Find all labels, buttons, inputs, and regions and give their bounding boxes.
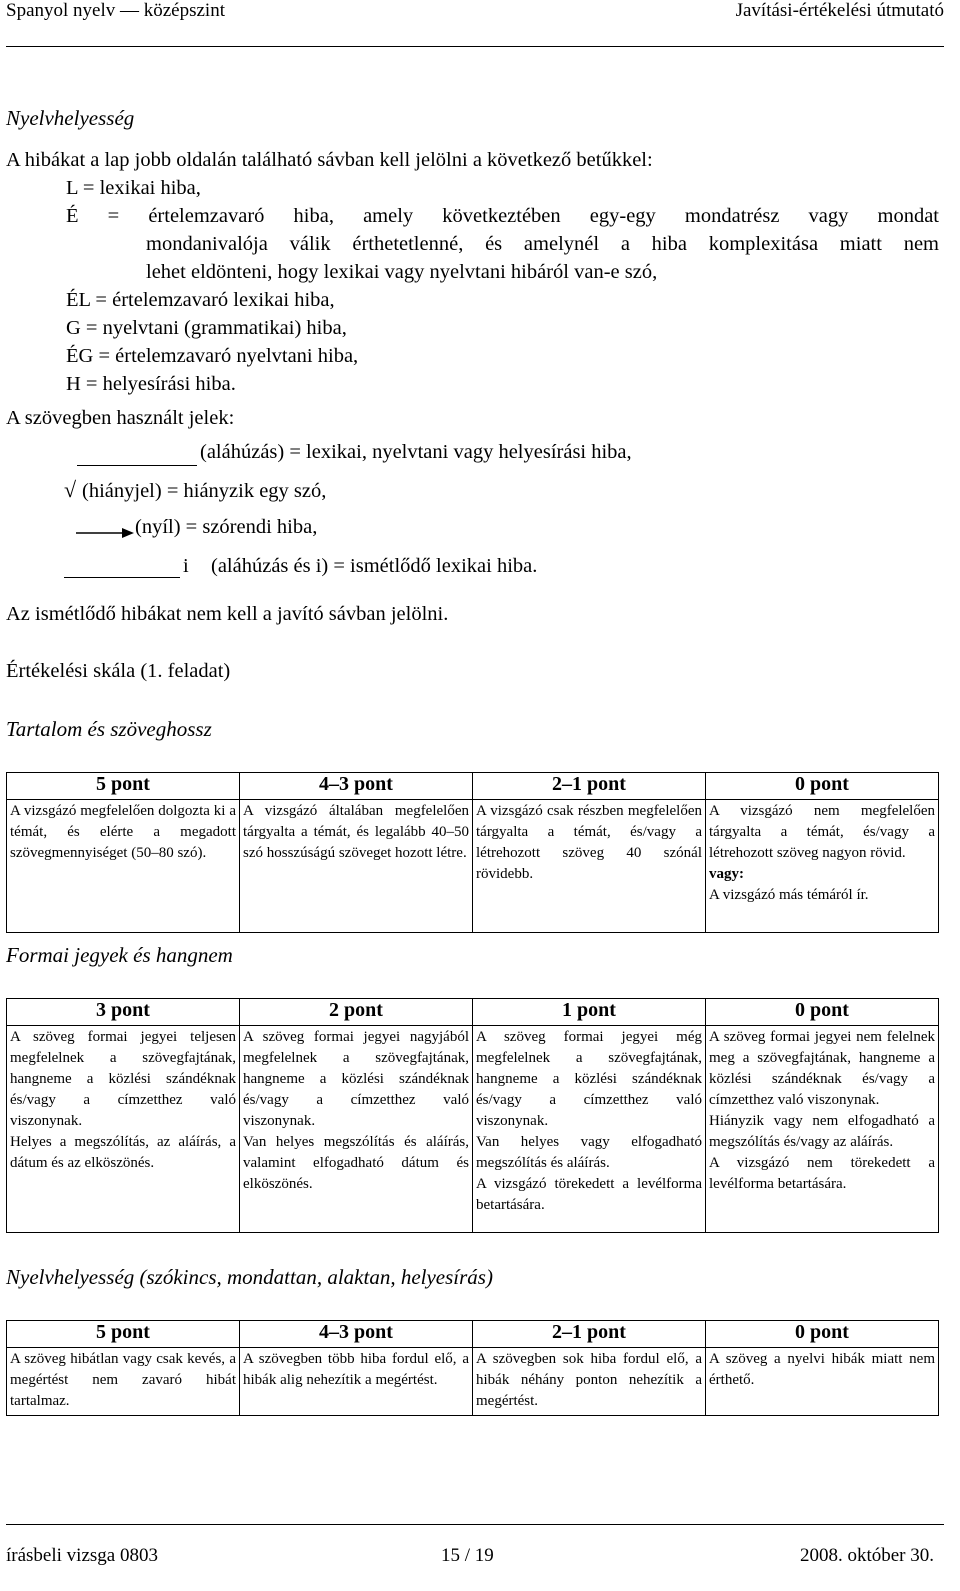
cell-text: A vizsgázó törekedett a levélforma betartására.: [476, 1176, 702, 1213]
sign-underline-desc: (aláhúzás) = lexikai, nyelvtani vagy helyesírási hiba,: [200, 441, 632, 463]
table-cell: [706, 800, 939, 933]
sign-repeat-desc: (aláhúzás és i) = ismétlődő lexikai hiba.: [211, 555, 538, 577]
table-row: [7, 800, 939, 933]
cell-text-extra: A vizsgázó más témáról ír.: [709, 887, 869, 903]
form-table: [6, 998, 939, 1233]
cell-text: A szöveg formai jegyei nagyjából megfelelnek a szövegfajtának, hangneme a közlési szándéknak és/vagy a címzetthez való viszonynak.: [243, 1029, 469, 1129]
table-cell: [240, 800, 473, 933]
code-el: ÉL = értelemzavaró lexikai hiba,: [66, 289, 335, 311]
table-cell: [473, 1348, 706, 1416]
table-cell: [706, 1026, 939, 1233]
code-h: H = helyesírási hiba.: [66, 373, 236, 395]
column-header: 0 pont: [706, 999, 939, 1026]
column-header: 2 pont: [240, 999, 473, 1026]
sign-arrow-desc: (nyíl) = szórendi hiba,: [135, 516, 318, 538]
repeat-letter: i: [183, 555, 189, 577]
section-heading-content: Tartalom és szöveghossz: [6, 717, 212, 741]
header-rule: [6, 46, 944, 47]
code-e-line3: lehet eldönteni, hogy lexikai vagy nyelvtani hibáról van-e szó,: [146, 261, 658, 283]
code-e-line2: mondanivalója válik érthetetlenné, és amelynél a hiba komplexitása miatt nem: [146, 233, 939, 255]
header-left: Spanyol nyelv — középszint: [6, 0, 225, 21]
signs-intro: A szövegben használt jelek:: [6, 407, 235, 429]
code-l: L = lexikai hiba,: [66, 177, 201, 199]
cell-text: A vizsgázó nem megfelelően tárgyalta a témát, és/vagy a létrehozott szöveg nagyon rövid.: [709, 803, 935, 861]
footer-rule: [6, 1524, 944, 1525]
header-right: Javítási-értékelési útmutató: [735, 0, 944, 21]
cell-text: A szöveg formai jegyei teljesen megfelelnek a szövegfajtának, hangneme a közlési szándéknak és/vagy a címzetthez való viszonynak.: [10, 1029, 236, 1129]
or-label: vagy:: [709, 866, 744, 882]
table-row: [7, 1348, 939, 1416]
check-mark-icon: √: [64, 477, 77, 502]
code-eg: ÉG = értelemzavaró nyelvtani hiba,: [66, 345, 359, 367]
scale-title: Értékelési skála (1. feladat): [6, 660, 231, 682]
cell-text: A vizsgázó csak részben megfelelően tárgyalta a témát, és/vagy a létrehozott szöveg 40 szónál rövidebb.: [476, 803, 702, 882]
cell-text: Van helyes megszólítás és aláírás, valamint elfogadható dátum és elköszönés.: [243, 1134, 469, 1192]
sign-missing-desc: (hiányjel) = hiányzik egy szó,: [82, 480, 327, 502]
cell-text: A szövegben sok hiba fordul elő, a hibák néhány ponton nehezítik a megértést.: [476, 1351, 702, 1409]
table-cell: [706, 1348, 939, 1416]
column-header: 4–3 pont: [240, 1321, 473, 1348]
column-header: 0 pont: [706, 1321, 939, 1348]
table-header-row: [7, 1321, 939, 1348]
table-cell: [240, 1026, 473, 1233]
column-header: 3 pont: [7, 999, 240, 1026]
accuracy-intro: A hibákat a lap jobb oldalán található sávban kell jelölni a következő betűkkel:: [6, 149, 653, 171]
cell-text: Helyes a megszólítás, az aláírás, a dátum és az elköszönés.: [10, 1134, 236, 1171]
footer-left: írásbeli vizsga 0803: [6, 1545, 158, 1566]
footer-date: 2008. október 30.: [799, 1545, 934, 1566]
underline-sign-repeat: [64, 557, 180, 578]
section-heading-accuracy: Nyelvhelyesség: [6, 106, 135, 130]
cell-text: A szövegben több hiba fordul elő, a hibák alig nehezítik a megértést.: [243, 1351, 469, 1388]
table-cell: [7, 1348, 240, 1416]
cell-text: A szöveg a nyelvi hibák miatt nem érthető.: [709, 1351, 935, 1388]
underline-sign: [77, 445, 197, 466]
table-cell: [473, 1026, 706, 1233]
column-header: 5 pont: [7, 1321, 240, 1348]
table-header-row: [7, 999, 939, 1026]
cell-text: A szöveg formai jegyei még megfelelnek a szövegfajtának, hangneme a közlési szándéknak és/vagy a címzetthez való viszonynak.: [476, 1029, 702, 1129]
code-e-line1: É = értelemzavaró hiba, amely következtében egy-egy mondatrész vagy mondat: [66, 205, 939, 227]
table-row: [7, 1026, 939, 1233]
table-cell: [7, 1026, 240, 1233]
table-cell: [7, 800, 240, 933]
cell-text: A vizsgázó megfelelően dolgozta ki a témát, és elérte a megadott szövegmennyiséget (50–80 szó).: [10, 803, 236, 861]
table-cell: [473, 800, 706, 933]
column-header: 4–3 pont: [240, 773, 473, 800]
table-cell: [240, 1348, 473, 1416]
code-g: G = nyelvtani (grammatikai) hiba,: [66, 317, 347, 339]
arrow-right-icon: [76, 527, 134, 539]
section-heading-language: Nyelvhelyesség (szókincs, mondattan, alaktan, helyesírás): [6, 1265, 493, 1289]
cell-text: A szöveg formai jegyei nem felelnek meg a szövegfajtának, hangneme a közlési szándéknak és/vagy a címzetthez való viszonynak.: [709, 1029, 935, 1108]
column-header: 2–1 pont: [473, 773, 706, 800]
section-heading-form: Formai jegyek és hangnem: [6, 943, 233, 967]
cell-text: Hiányzik vagy nem elfogadható a megszólítás és/vagy az aláírás.: [709, 1113, 935, 1150]
column-header: 1 pont: [473, 999, 706, 1026]
accuracy-note: Az ismétlődő hibákat nem kell a javító sávban jelölni.: [6, 603, 449, 625]
page-number: 15 / 19: [441, 1545, 494, 1566]
cell-text: Van helyes vagy elfogadható megszólítás és aláírás.: [476, 1134, 702, 1171]
content-table: [6, 772, 939, 933]
column-header: 5 pont: [7, 773, 240, 800]
column-header: 2–1 pont: [473, 1321, 706, 1348]
cell-text: A vizsgázó általában megfelelően tárgyalta a témát, és legalább 40–50 szó hosszúságú szöveget hozott létre.: [243, 803, 469, 861]
column-header: 0 pont: [706, 773, 939, 800]
table-header-row: [7, 773, 939, 800]
cell-text: A szöveg hibátlan vagy csak kevés, a megértést nem zavaró hibát tartalmaz.: [10, 1351, 236, 1409]
language-table: [6, 1320, 939, 1416]
cell-text: A vizsgázó nem törekedett a levélforma betartására.: [709, 1155, 935, 1192]
